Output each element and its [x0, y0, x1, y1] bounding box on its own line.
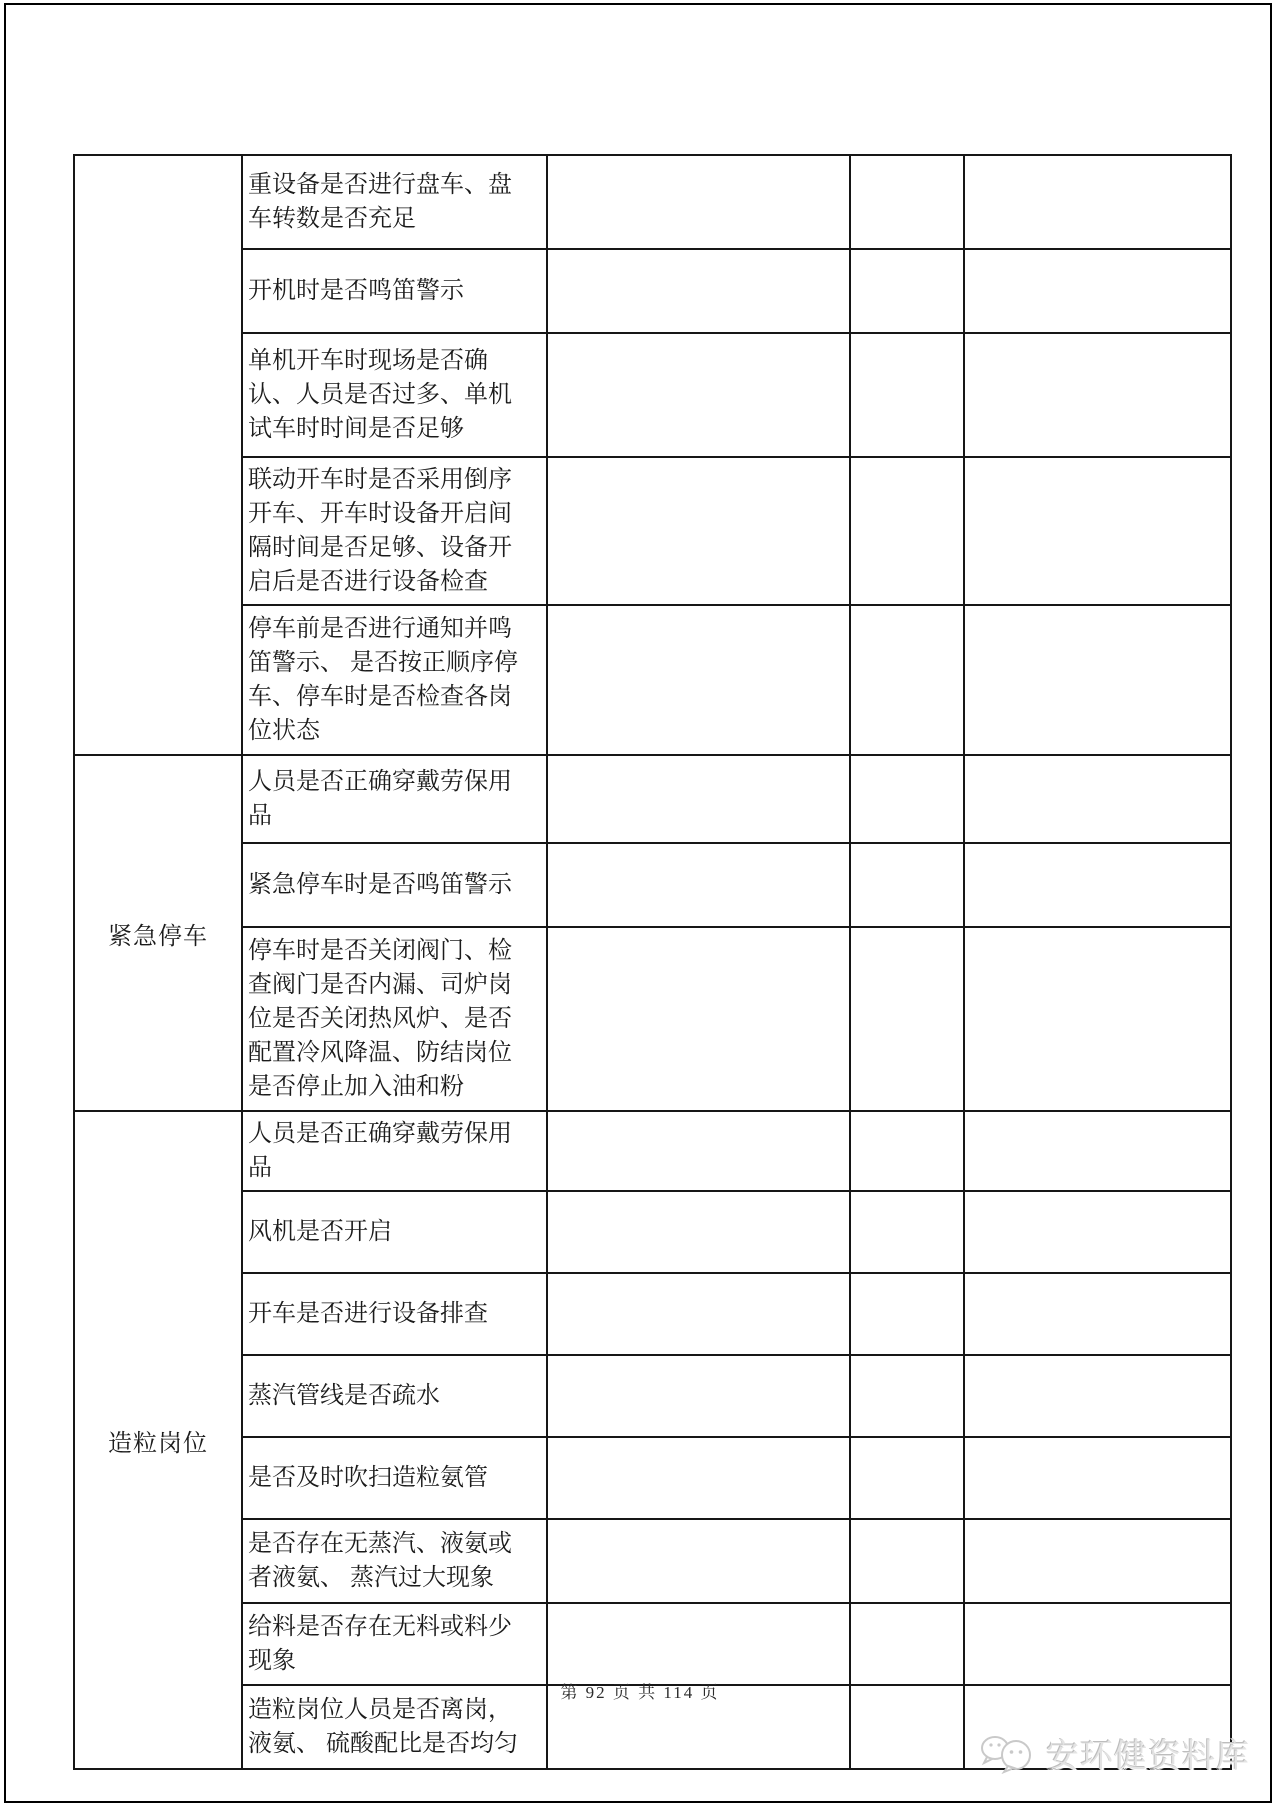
col3-cell	[547, 1603, 850, 1685]
col4-cell	[850, 457, 964, 605]
col3-cell	[547, 843, 850, 927]
item-cell: 是否存在无蒸汽、液氨或者液氨、 蒸汽过大现象	[242, 1519, 547, 1603]
col5-cell	[964, 1603, 1231, 1685]
table-row	[74, 605, 1231, 755]
col4-cell	[850, 843, 964, 927]
col4-cell	[850, 249, 964, 333]
col5-cell	[964, 457, 1231, 605]
col5-cell	[964, 249, 1231, 333]
col3-cell	[547, 1191, 850, 1273]
col5-cell	[964, 755, 1231, 843]
table-row	[74, 843, 1231, 927]
item-cell: 停车时是否关闭阀门、检查阀门是否内漏、司炉岗位是否关闭热风炉、是否配置冷风降温、防结岗位是否停止加入油和粉	[242, 927, 547, 1111]
item-cell: 联动开车时是否采用倒序开车、开车时设备开启间隔时间是否足够、设备开启后是否进行设备检查	[242, 457, 547, 605]
item-cell: 开机时是否鸣笛警示	[242, 249, 547, 333]
col3-cell	[547, 605, 850, 755]
item-cell: 紧急停车时是否鸣笛警示	[242, 843, 547, 927]
col5-cell	[964, 927, 1231, 1111]
col5-cell	[964, 155, 1231, 249]
item-cell: 蒸汽管线是否疏水	[242, 1355, 547, 1437]
col3-cell	[547, 1273, 850, 1355]
page-footer: 第 92 页 共 114 页	[560, 1683, 720, 1702]
col3-cell	[547, 1355, 850, 1437]
col4-cell	[850, 155, 964, 249]
item-cell: 风机是否开启	[242, 1191, 547, 1273]
table-row	[74, 333, 1231, 457]
category-cell	[74, 155, 242, 755]
col3-cell	[547, 927, 850, 1111]
watermark-text: 安环健资料库	[1046, 1739, 1250, 1775]
col4-cell	[850, 1603, 964, 1685]
table-row	[74, 155, 1231, 249]
col4-cell	[850, 605, 964, 755]
col3-cell	[547, 1111, 850, 1191]
table-row	[74, 1603, 1231, 1685]
col3-cell	[547, 333, 850, 457]
col4-cell	[850, 1519, 964, 1603]
table-row	[74, 1191, 1231, 1273]
item-cell: 人员是否正确穿戴劳保用品	[242, 755, 547, 843]
item-cell: 停车前是否进行通知并鸣笛警示、 是否按正顺序停车、停车时是否检查各岗位状态	[242, 605, 547, 755]
col5-cell	[964, 1111, 1231, 1191]
col4-cell	[850, 755, 964, 843]
category-cell: 紧急停车	[74, 755, 242, 1111]
col4-cell	[850, 1191, 964, 1273]
item-cell: 给料是否存在无料或料少现象	[242, 1603, 547, 1685]
col4-cell	[850, 1273, 964, 1355]
col5-cell	[964, 1273, 1231, 1355]
col4-cell	[850, 333, 964, 457]
col5-cell	[964, 1191, 1231, 1273]
col3-cell	[547, 457, 850, 605]
col4-cell	[850, 1111, 964, 1191]
table-row	[74, 1355, 1231, 1437]
item-cell: 造粒岗位人员是否离岗，液氨、 硫酸配比是否均匀	[242, 1685, 547, 1769]
col4-cell	[850, 1437, 964, 1519]
table-row	[74, 927, 1231, 1111]
col5-cell	[964, 843, 1231, 927]
item-cell: 重设备是否进行盘车、盘车转数是否充足	[242, 155, 547, 249]
col3-cell	[547, 1519, 850, 1603]
table-row	[74, 1111, 1231, 1191]
item-cell: 是否及时吹扫造粒氨管	[242, 1437, 547, 1519]
item-cell: 开车是否进行设备排查	[242, 1273, 547, 1355]
item-cell: 人员是否正确穿戴劳保用品	[242, 1111, 547, 1191]
col3-cell	[547, 755, 850, 843]
checklist-table	[73, 154, 1232, 1770]
table-row	[74, 457, 1231, 605]
chat-bubbles-icon	[978, 1734, 1040, 1774]
table-row	[74, 1519, 1231, 1603]
col5-cell	[964, 333, 1231, 457]
table-row	[74, 755, 1231, 843]
col5-cell	[964, 1519, 1231, 1603]
category-cell: 造粒岗位	[74, 1111, 242, 1769]
col4-cell	[850, 927, 964, 1111]
col3-cell	[547, 1437, 850, 1519]
watermark	[978, 1730, 1250, 1777]
table-row	[74, 1273, 1231, 1355]
col5-cell	[964, 605, 1231, 755]
col5-cell	[964, 1437, 1231, 1519]
col3-cell	[547, 155, 850, 249]
table-row	[74, 1437, 1231, 1519]
table-row	[74, 249, 1231, 333]
col3-cell	[547, 249, 850, 333]
item-cell: 单机开车时现场是否确认、人员是否过多、单机试车时时间是否足够	[242, 333, 547, 457]
col4-cell	[850, 1355, 964, 1437]
col5-cell	[964, 1355, 1231, 1437]
